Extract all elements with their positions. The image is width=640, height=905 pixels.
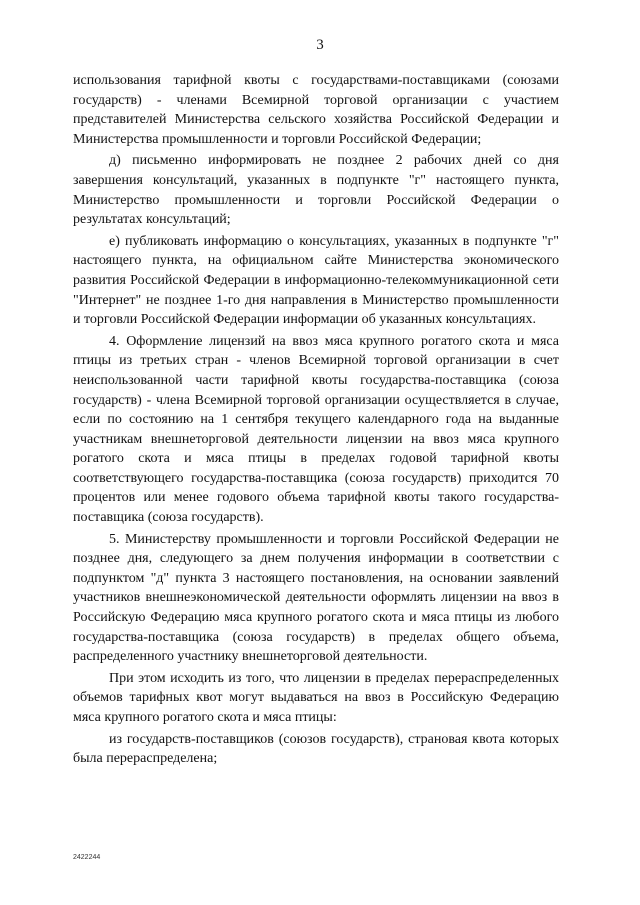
document-id: 2422244: [73, 854, 101, 861]
document-body: [73, 71, 559, 771]
paragraph-item-4: 4. Оформление лицензий на ввоз мяса крупного рогатого скота и мяса птицы из третьих стран - членов Всемирной торговой организации в счет неиспользованной части тарифной квоты государства-поставщика (союза государств) - члена Всемирной торговой организации осуществляется в случае, если по состоянию на 1 сентября текущего календарного года на выданные участникам внешнеторговой деятельности лицензии на ввоз мяса крупного рогатого скота и мяса птицы в пределах годовой тарифной квоты соответствующего государства-поставщика (союза государств) приходится 70 процентов или менее годового объема тарифной квоты такого государства-поставщика (союза государств).: [73, 333, 559, 526]
paragraph-subitem-d: д) письменно информировать не позднее 2 рабочих дней со дня завершения консультаций, указанных в подпункте "г" настоящего пункта, Министерство промышленности и торговли Российской Федерации о результатах консультаций;: [73, 153, 559, 228]
paragraph-list-item: из государств-поставщиков (союзов государств), страновая квота которых была перераспределена;: [73, 731, 559, 767]
paragraph-condition: При этом исходить из того, что лицензии в пределах перераспределенных объемов тарифных квот могут выдаваться на ввоз в Российскую Федерацию мяса крупного рогатого скота и мяса птицы:: [73, 670, 559, 725]
paragraph-continuation: использования тарифной квоты с государствами-поставщиками (союзами государств) - членами Всемирной торговой организации с участием представителей Министерства сельского хозяйства Российской Федерации и Министерства промышленности и торговли Российской Федерации;: [73, 73, 559, 147]
page-number: 3: [316, 37, 324, 53]
paragraph-subitem-e: е) публиковать информацию о консультациях, указанных в подпункте "г" настоящего пункта, на официальном сайте Министерства экономического развития Российской Федерации в информационно-телекоммуникационной сети "Интернет" не позднее 1-го дня направления в Министерство промышленности и торговли Российской Федерации информации об указанных консультациях.: [73, 233, 559, 328]
paragraph-item-5: 5. Министерству промышленности и торговли Российской Федерации не позднее дня, следующего за днем получения информации в соответствии с подпунктом "д" пункта 3 настоящего постановления, на основании заявлений участников внешнеэкономической деятельности оформлять лицензии на ввоз в Российскую Федерацию мяса крупного рогатого скота и мяса птицы из любого государства-поставщика (союза государств) в пределах общего объема, распределенного участнику внешнеторговой деятельности.: [73, 531, 559, 665]
